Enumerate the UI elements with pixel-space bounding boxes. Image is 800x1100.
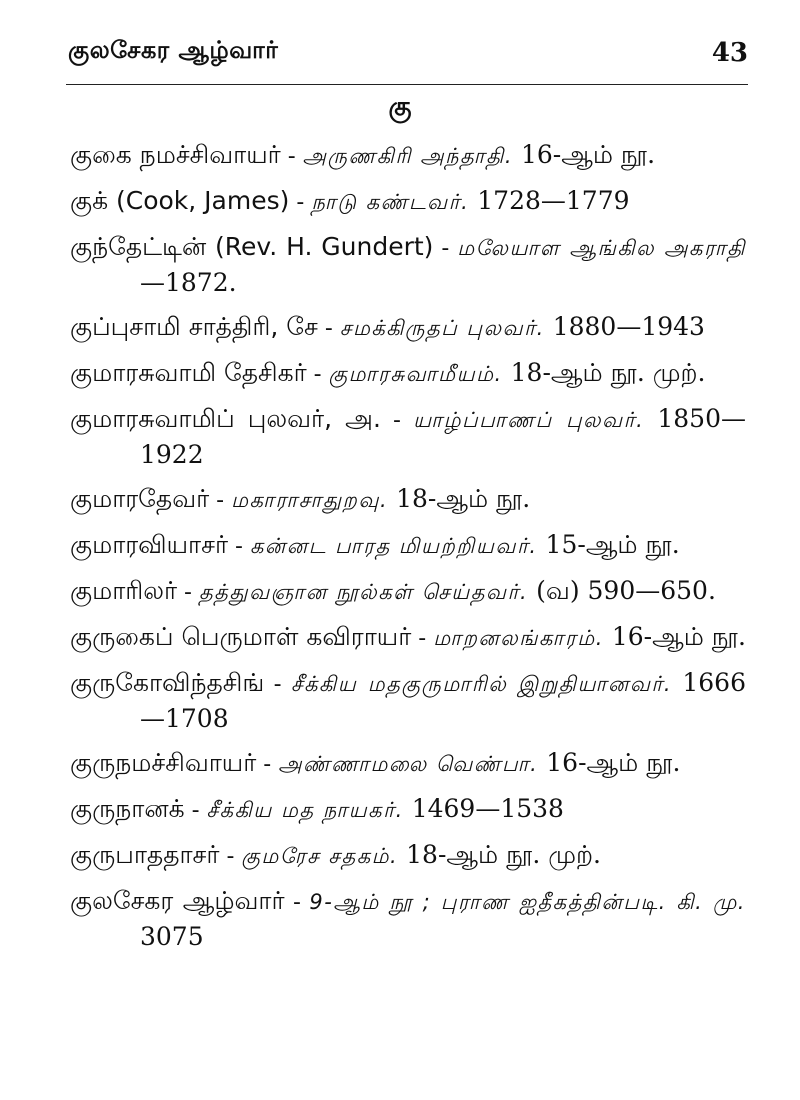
entry-date: 1850—1922	[140, 404, 746, 469]
entry-headword: குக் (Cook, James)	[70, 186, 290, 215]
entry-date: 18-ஆம் நூ. முற்.	[398, 840, 601, 869]
list-item	[70, 884, 746, 954]
entry-headword: குமாரசுவாமிப் புலவர், அ.	[70, 404, 381, 433]
entry-date: 18-ஆம் நூ. முற்.	[502, 358, 706, 387]
entry-headword: குப்புசாமி சாத்திரி, சே	[70, 312, 318, 341]
entry-description: சீக்கிய மத நாயகர்.	[206, 798, 404, 822]
list-item	[70, 620, 746, 656]
entry-separator: -	[317, 316, 340, 341]
entry-headword: குருபாததாசர்	[70, 840, 220, 869]
entry-date: (வ) 590—650.	[528, 576, 716, 605]
entry-date: 16-ஆம் நூ.	[513, 140, 656, 169]
running-head-title: குலசேகர ஆழ்வார்	[68, 36, 279, 64]
entry-separator: -	[280, 144, 303, 169]
entry-date: 16-ஆம் நூ.	[603, 622, 746, 651]
entry-description: 9-ஆம் நூ ; புராண ஐதீகத்தின்படி. கி. மு.	[309, 890, 746, 914]
entry-description: யாழ்ப்பாணப் புலவர்.	[413, 408, 645, 432]
page-number: 43	[711, 38, 748, 68]
entry-separator: -	[306, 362, 329, 387]
entry-separator: -	[411, 626, 434, 651]
entry-date: —1872.	[140, 268, 237, 297]
entry-headword: குமாரதேவர்	[70, 484, 210, 513]
entry-headword: குமாரசுவாமி தேசிகர்	[70, 358, 307, 387]
entry-description: சமக்கிருதப் புலவர்.	[339, 316, 545, 340]
entry-date: 16-ஆம் நூ.	[538, 748, 681, 777]
entry-headword: குலசேகர ஆழ்வார்	[70, 886, 285, 915]
entry-headword: குமாரவியாசர்	[70, 530, 229, 559]
entry-description: அண்ணாமலை வெண்பா.	[278, 752, 539, 776]
entry-description: மாறனலங்காரம்.	[433, 626, 604, 650]
entry-date: 18-ஆம் நூ.	[388, 484, 531, 513]
entry-headword: குருநமச்சிவாயர்	[70, 748, 257, 777]
list-item	[70, 792, 746, 828]
list-item	[70, 138, 746, 174]
entry-description: கன்னட பாரத மியற்றியவர்.	[249, 534, 538, 558]
entry-date: 15-ஆம் நூ.	[537, 530, 680, 559]
list-item	[70, 356, 746, 392]
entry-date: 1880—1943	[544, 312, 705, 341]
list-item	[70, 402, 746, 472]
entry-separator: -	[289, 190, 312, 215]
entry-date: 1666—1708	[140, 668, 746, 733]
entry-date: 3075	[140, 922, 204, 951]
entry-description: மலேயாள ஆங்கில அகராதி	[457, 236, 746, 260]
entry-headword: குந்தேட்டின் (Rev. H. Gundert)	[70, 232, 434, 261]
list-item	[70, 482, 746, 518]
entry-headword: குருநானக்	[70, 794, 185, 823]
list-item	[70, 666, 746, 736]
entry-date: 1728—1779	[469, 186, 630, 215]
section-letter: கு	[388, 92, 412, 122]
entry-separator: -	[264, 672, 291, 697]
list-item	[70, 230, 746, 300]
entry-headword: குகை நமச்சிவாயர்	[70, 140, 281, 169]
entry-list	[70, 138, 746, 964]
entry-separator: -	[184, 798, 207, 823]
entry-headword: குருகைப் பெருமாள் கவிராயர்	[70, 622, 412, 651]
entry-separator: -	[256, 752, 279, 777]
entry-separator: -	[219, 844, 242, 869]
entry-description: தத்துவஞான நூல்கள் செய்தவர்.	[199, 580, 529, 604]
entry-description: குமாரசுவாமீயம்.	[328, 362, 503, 386]
entry-headword: குருகோவிந்தசிங்	[70, 668, 265, 697]
list-item	[70, 746, 746, 782]
entry-separator: -	[284, 890, 310, 915]
entry-description: சீக்கிய மதகுருமாரில் இறுதியானவர்.	[290, 672, 673, 696]
list-item	[70, 184, 746, 220]
entry-description: அருணகிரி அந்தாதி.	[302, 144, 514, 168]
header-rule	[66, 84, 748, 85]
entry-headword: குமாரிலர்	[70, 576, 178, 605]
entry-separator: -	[433, 236, 458, 261]
entry-description: மகாராசாதுறவு.	[231, 488, 389, 512]
list-item	[70, 310, 746, 346]
list-item	[70, 528, 746, 564]
list-item	[70, 574, 746, 610]
entry-description: நாடு கண்டவர்.	[311, 190, 470, 214]
entry-separator: -	[380, 408, 414, 433]
entry-description: குமரேச சதகம்.	[241, 844, 399, 868]
entry-separator: -	[209, 488, 232, 513]
entry-date: 1469—1538	[403, 794, 564, 823]
entry-separator: -	[228, 534, 250, 559]
entry-separator: -	[177, 580, 199, 605]
list-item	[70, 838, 746, 874]
